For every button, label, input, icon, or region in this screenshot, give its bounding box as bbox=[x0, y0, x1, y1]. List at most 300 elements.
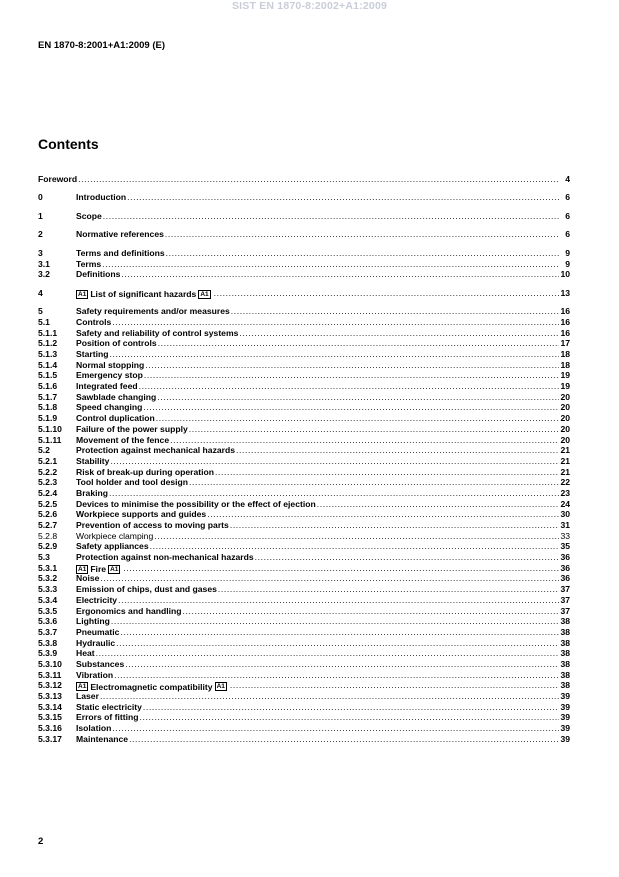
dot-leader bbox=[144, 370, 559, 381]
toc-entry-title bbox=[76, 595, 117, 606]
toc-entry-title bbox=[76, 520, 229, 531]
dot-leader bbox=[109, 349, 559, 360]
toc-entry-number: 5.2.4 bbox=[38, 487, 58, 498]
toc-entry-title-text: Substances bbox=[76, 658, 125, 669]
toc-entry-title-text: Heat bbox=[76, 648, 95, 659]
toc-entry-title bbox=[76, 259, 101, 270]
toc-entry[interactable] bbox=[38, 723, 570, 734]
toc-entry[interactable] bbox=[38, 229, 570, 240]
dot-leader bbox=[129, 734, 559, 745]
toc-entry-title-text: Workpiece clamping bbox=[76, 530, 154, 541]
toc-entry-title-text: Static electricity bbox=[76, 701, 142, 712]
toc-entry-page: 18 bbox=[560, 359, 570, 370]
dot-leader bbox=[100, 691, 559, 702]
toc-entry[interactable] bbox=[38, 648, 570, 659]
toc-entry-number: 5.2.1 bbox=[38, 455, 58, 466]
toc-entry[interactable] bbox=[38, 712, 570, 723]
toc-entry[interactable] bbox=[38, 627, 570, 638]
toc-entry-number: 5.3 bbox=[38, 552, 50, 563]
dot-leader bbox=[236, 445, 559, 456]
toc-entry-number: 2 bbox=[38, 229, 43, 240]
toc-entry-title-text: Normal stopping bbox=[76, 359, 145, 370]
toc-entry-page: 21 bbox=[560, 455, 570, 466]
toc-entry-title-text: List of significant hazards bbox=[90, 288, 197, 299]
dot-leader bbox=[140, 712, 559, 723]
toc-entry-title bbox=[76, 456, 109, 467]
toc-entry-number: 5.1.4 bbox=[38, 359, 58, 370]
dot-leader bbox=[143, 402, 559, 413]
dot-leader bbox=[118, 595, 559, 606]
toc-entry-number: 5.3.11 bbox=[38, 669, 62, 680]
toc-entry[interactable] bbox=[38, 259, 570, 270]
toc-entry-title bbox=[76, 349, 108, 360]
toc-entry-page: 24 bbox=[560, 498, 570, 509]
amendment-start-marker: A1 bbox=[78, 683, 87, 691]
toc-entry[interactable] bbox=[38, 370, 570, 381]
toc-entry-page: 39 bbox=[560, 723, 570, 734]
toc-entry-title bbox=[76, 638, 115, 649]
toc-entry-page: 9 bbox=[565, 247, 570, 258]
toc-entry-page: 39 bbox=[560, 712, 570, 723]
toc-entry[interactable] bbox=[38, 638, 570, 649]
dot-leader bbox=[215, 467, 559, 478]
toc-entry-number: 5.3.16 bbox=[38, 723, 62, 734]
toc-entry-number: 5.1 bbox=[38, 316, 50, 327]
dot-leader bbox=[166, 248, 559, 259]
page-title: Contents bbox=[38, 136, 99, 152]
toc-entry-title bbox=[76, 317, 111, 328]
toc-entry-title bbox=[76, 192, 126, 203]
toc-entry-title-text: Failure of the power supply bbox=[76, 423, 188, 434]
dot-leader bbox=[218, 584, 559, 595]
toc-entry-title-text: Terms and definitions bbox=[76, 247, 165, 258]
toc-entry-page: 39 bbox=[560, 733, 570, 744]
toc-entry-title-text: Safety and reliability of control systems bbox=[76, 327, 239, 338]
toc-entry-title-text: Workpiece supports and guides bbox=[76, 509, 207, 520]
toc-entry-title-text: Safety appliances bbox=[76, 541, 149, 552]
toc-entry-title bbox=[76, 477, 188, 488]
toc-entry[interactable] bbox=[38, 552, 570, 563]
toc-entry-title bbox=[76, 584, 217, 595]
toc-entry-title-text: Braking bbox=[76, 487, 108, 498]
toc-entry-number: 5.3.14 bbox=[38, 701, 62, 712]
toc-entry-title bbox=[76, 328, 238, 339]
toc-entry-number: 5.3.3 bbox=[38, 584, 58, 595]
toc-entry[interactable] bbox=[38, 477, 570, 488]
toc-entry-page: 23 bbox=[560, 487, 570, 498]
toc-entry-title-text: Sawblade changing bbox=[76, 391, 157, 402]
toc-entry[interactable] bbox=[38, 616, 570, 627]
toc-entry-title bbox=[76, 381, 138, 392]
toc-entry-title bbox=[76, 616, 110, 627]
toc-entry-title-text: Devices to minimise the possibility or the effect of ejection bbox=[76, 498, 316, 509]
toc-entry[interactable] bbox=[38, 606, 570, 617]
toc-entry-title bbox=[76, 734, 128, 745]
toc-entry-page: 16 bbox=[560, 306, 570, 317]
toc-entry-page: 30 bbox=[560, 509, 570, 520]
toc-entry-page: 37 bbox=[560, 584, 570, 595]
toc-entry-title bbox=[76, 648, 95, 659]
toc-entry-page: 4 bbox=[565, 174, 570, 184]
toc-entry-page: 10 bbox=[560, 269, 570, 280]
toc-entry-page: 37 bbox=[560, 605, 570, 616]
toc-entry-title bbox=[76, 488, 108, 499]
dot-leader bbox=[123, 563, 559, 574]
toc-entry-title-text: Integrated feed bbox=[76, 381, 138, 392]
toc-entry-number: 5.3.15 bbox=[38, 712, 62, 723]
toc-entry-number: 0 bbox=[38, 192, 43, 203]
toc-entry[interactable] bbox=[38, 211, 570, 222]
dot-leader bbox=[189, 424, 559, 435]
toc-entry-title-text: Starting bbox=[76, 349, 109, 360]
dot-leader bbox=[231, 306, 559, 317]
toc-entry[interactable] bbox=[38, 413, 570, 424]
toc-entry[interactable] bbox=[38, 659, 570, 670]
toc-entry-title bbox=[76, 509, 206, 520]
amendment-start-marker: A1 bbox=[78, 565, 87, 573]
toc-entry-title bbox=[76, 269, 120, 280]
dot-leader bbox=[103, 211, 559, 222]
toc-entry-title-text: Ergonomics and handling bbox=[76, 605, 182, 616]
toc-entry-number: 5.1.11 bbox=[38, 434, 62, 445]
toc-entry-title-text: Maintenance bbox=[76, 733, 129, 744]
dot-leader bbox=[96, 648, 559, 659]
toc-entry[interactable] bbox=[38, 392, 570, 403]
toc-entry-title-text: Protection against mechanical hazards bbox=[76, 445, 236, 456]
toc-entry-page: 9 bbox=[565, 258, 570, 269]
toc-entry[interactable] bbox=[38, 288, 570, 299]
toc-entry-number: 5.2 bbox=[38, 445, 50, 456]
dot-leader bbox=[170, 435, 559, 446]
toc-entry[interactable] bbox=[38, 456, 570, 467]
toc-entry-title bbox=[76, 531, 153, 542]
toc-entry-title bbox=[76, 338, 157, 349]
dot-leader bbox=[157, 392, 559, 403]
toc-entry-page: 6 bbox=[565, 229, 570, 240]
toc-entry-page: 18 bbox=[560, 349, 570, 360]
toc-entry-number: 5.2.7 bbox=[38, 520, 58, 531]
toc-entry-page: 38 bbox=[560, 648, 570, 659]
toc-entry-page: 22 bbox=[560, 477, 570, 488]
dot-leader bbox=[165, 229, 559, 240]
toc-entry-page: 19 bbox=[560, 370, 570, 381]
dot-leader bbox=[214, 288, 559, 299]
toc-entry[interactable] bbox=[38, 445, 570, 456]
toc-entry-title bbox=[76, 392, 156, 403]
dot-leader bbox=[112, 317, 559, 328]
toc-entry-number: 5.3.6 bbox=[38, 616, 58, 627]
toc-entry-title bbox=[76, 467, 214, 478]
amendment-end-marker: A1 bbox=[200, 290, 209, 298]
dot-leader bbox=[145, 360, 559, 371]
toc-entry-title bbox=[76, 552, 254, 563]
toc-entry-title bbox=[76, 402, 142, 413]
toc-entry-number: 5.3.1 bbox=[38, 562, 58, 573]
toc-entry-title-text: Noise bbox=[76, 573, 100, 584]
toc-entry[interactable] bbox=[38, 248, 570, 259]
toc-entry-number: 4 bbox=[38, 287, 43, 298]
toc-entry-title-text: Tool holder and tool design bbox=[76, 477, 189, 488]
toc-entry-title-text: Controls bbox=[76, 316, 112, 327]
toc-entry[interactable] bbox=[38, 381, 570, 392]
toc-entry-title-text: Risk of break-up during operation bbox=[76, 466, 214, 477]
dot-leader bbox=[255, 552, 559, 563]
toc-entry-title bbox=[76, 627, 119, 638]
toc-entry-title-text: Speed changing bbox=[76, 402, 143, 413]
toc-entry-page: 20 bbox=[560, 402, 570, 413]
toc-entry-page: 36 bbox=[560, 552, 570, 563]
dot-leader bbox=[78, 174, 559, 185]
dot-leader bbox=[102, 259, 559, 270]
toc-entry[interactable] bbox=[38, 306, 570, 317]
toc-entry-title-text: Errors of fitting bbox=[76, 712, 139, 723]
dot-leader bbox=[116, 638, 559, 649]
toc-entry-number: 5.1.2 bbox=[38, 338, 58, 349]
toc-entry-title bbox=[76, 413, 155, 424]
toc-entry[interactable] bbox=[38, 509, 570, 520]
toc-entry-page: 38 bbox=[560, 680, 570, 691]
toc-entry-title bbox=[76, 360, 144, 371]
toc-entry-page: 39 bbox=[560, 701, 570, 712]
dot-leader bbox=[109, 488, 559, 499]
toc-entry[interactable] bbox=[38, 702, 570, 713]
toc-entry-title bbox=[76, 435, 169, 446]
toc-entry-title-text: Electricity bbox=[76, 594, 118, 605]
toc-entry-title-text: Position of controls bbox=[76, 338, 157, 349]
table-of-contents bbox=[38, 174, 570, 744]
toc-entry-number: 1 bbox=[38, 210, 43, 221]
toc-entry-title-text: Laser bbox=[76, 691, 99, 702]
toc-entry-number: 5.2.6 bbox=[38, 509, 58, 520]
toc-entry[interactable] bbox=[38, 670, 570, 681]
toc-entry-title bbox=[76, 606, 182, 617]
toc-entry-title-text: Electromagnetic compatibility bbox=[90, 681, 213, 692]
toc-entry-number: 5.1.3 bbox=[38, 349, 58, 360]
dot-leader bbox=[239, 328, 559, 339]
page-number: 2 bbox=[38, 836, 44, 847]
toc-entry-page: 38 bbox=[560, 658, 570, 669]
toc-entry-title-text: Hydraulic bbox=[76, 637, 116, 648]
toc-entry-number: 3 bbox=[38, 247, 43, 258]
toc-entry-title-text: Terms bbox=[76, 258, 102, 269]
toc-entry-number: 5.3.8 bbox=[38, 637, 58, 648]
toc-entry-title-text: Protection against non-mechanical hazards bbox=[76, 552, 254, 563]
toc-entry-number: 5.3.9 bbox=[38, 648, 58, 659]
toc-entry-page: 20 bbox=[560, 423, 570, 434]
dot-leader bbox=[183, 606, 559, 617]
toc-entry-number: 5.1.1 bbox=[38, 327, 58, 338]
toc-entry-number: 5.1.5 bbox=[38, 370, 58, 381]
dot-leader bbox=[112, 723, 559, 734]
toc-entry-page: 21 bbox=[560, 445, 570, 456]
toc-entry-page: 38 bbox=[560, 616, 570, 627]
toc-entry-title-text: Fire bbox=[90, 563, 107, 574]
toc-entry[interactable] bbox=[38, 691, 570, 702]
toc-entry[interactable] bbox=[38, 338, 570, 349]
toc-entry-page: 36 bbox=[560, 562, 570, 573]
toc-entry[interactable] bbox=[38, 435, 570, 446]
toc-entry-title bbox=[76, 424, 188, 435]
toc-entry-title bbox=[76, 541, 149, 552]
toc-entry-number: 5.3.12 bbox=[38, 680, 62, 691]
toc-entry-number: 5.3.13 bbox=[38, 691, 62, 702]
toc-entry[interactable] bbox=[38, 424, 570, 435]
toc-entry-title-text: Lighting bbox=[76, 616, 110, 627]
toc-entry-title: Foreword bbox=[38, 174, 78, 184]
amendment-end-marker: A1 bbox=[110, 565, 119, 573]
toc-entry[interactable] bbox=[38, 192, 570, 203]
toc-entry-page: 17 bbox=[560, 338, 570, 349]
toc-entry-number: 5.1.6 bbox=[38, 381, 58, 392]
toc-entry-title bbox=[76, 723, 111, 734]
toc-entry[interactable] bbox=[38, 531, 570, 542]
toc-entry-page: 33 bbox=[560, 530, 570, 541]
toc-entry-title-text: Isolation bbox=[76, 723, 112, 734]
toc-entry-page: 19 bbox=[560, 381, 570, 392]
toc-entry[interactable] bbox=[38, 595, 570, 606]
dot-leader bbox=[158, 338, 559, 349]
toc-entry-title bbox=[76, 573, 99, 584]
toc-entry-page: 16 bbox=[560, 327, 570, 338]
toc-entry-title-text: Vibration bbox=[76, 669, 114, 680]
toc-entry[interactable] bbox=[38, 734, 570, 745]
dot-leader bbox=[156, 413, 559, 424]
toc-entry-number: 5.2.5 bbox=[38, 498, 58, 509]
dot-leader bbox=[120, 627, 559, 638]
toc-entry-page: 36 bbox=[560, 573, 570, 584]
toc-entry-title bbox=[76, 659, 124, 670]
dot-leader bbox=[114, 670, 559, 681]
dot-leader bbox=[100, 573, 559, 584]
toc-entry[interactable] bbox=[38, 328, 570, 339]
toc-entry-page: 20 bbox=[560, 391, 570, 402]
toc-entry-title bbox=[76, 670, 113, 681]
toc-entry[interactable] bbox=[38, 488, 570, 499]
dot-leader bbox=[189, 477, 559, 488]
dot-leader bbox=[154, 531, 559, 542]
toc-entry-title-text: Emergency stop bbox=[76, 370, 143, 381]
toc-entry-number: 5.2.8 bbox=[38, 530, 58, 541]
toc-entry[interactable] bbox=[38, 467, 570, 478]
amendment-start-marker: A1 bbox=[78, 290, 87, 298]
toc-entry-title bbox=[76, 370, 143, 381]
toc-entry-page: 13 bbox=[560, 287, 570, 298]
toc-entry-title bbox=[76, 702, 142, 713]
toc-entry-title bbox=[76, 248, 165, 259]
dot-leader bbox=[111, 616, 559, 627]
toc-entry-number: 5.1.9 bbox=[38, 413, 58, 424]
toc-entry-title-text: Definitions bbox=[76, 269, 121, 280]
toc-entry-page: 16 bbox=[560, 316, 570, 327]
dot-leader bbox=[125, 659, 559, 670]
toc-entry-number: 5.1.7 bbox=[38, 391, 58, 402]
toc-entry-title bbox=[76, 712, 139, 723]
toc-entry[interactable] bbox=[38, 360, 570, 371]
toc-entry-title-text: Movement of the fence bbox=[76, 434, 170, 445]
toc-entry-number: 5.3.17 bbox=[38, 733, 62, 744]
toc-entry-title-text: Stability bbox=[76, 455, 110, 466]
toc-entry-title bbox=[76, 289, 213, 300]
toc-entry-title-text: Control duplication bbox=[76, 413, 155, 424]
dot-leader bbox=[110, 456, 559, 467]
toc-entry-page: 38 bbox=[560, 669, 570, 680]
toc-entry[interactable] bbox=[38, 349, 570, 360]
toc-entry-title-text: Introduction bbox=[76, 192, 127, 203]
amendment-end-marker: A1 bbox=[216, 683, 225, 691]
toc-entry-number: 5.3.2 bbox=[38, 573, 58, 584]
toc-entry-number: 3.2 bbox=[38, 269, 50, 280]
toc-entry-number: 5.1.8 bbox=[38, 402, 58, 413]
toc-entry-page: 31 bbox=[560, 520, 570, 531]
standard-header: EN 1870-8:2001+A1:2009 (E) bbox=[38, 40, 166, 51]
dot-leader bbox=[127, 192, 559, 203]
toc-entry-title-text: Pneumatic bbox=[76, 626, 120, 637]
watermark: SIST EN 1870-8:2002+A1:2009 bbox=[231, 0, 388, 12]
toc-entry-number: 5.2.9 bbox=[38, 541, 58, 552]
toc-entry-page: 35 bbox=[560, 541, 570, 552]
toc-entry-page: 6 bbox=[565, 192, 570, 203]
toc-entry-page: 38 bbox=[560, 637, 570, 648]
toc-entry-title-text: Emission of chips, dust and gases bbox=[76, 584, 217, 595]
toc-entry-number: 3.1 bbox=[38, 258, 50, 269]
toc-entry[interactable] bbox=[38, 317, 570, 328]
toc-entry[interactable] bbox=[38, 563, 570, 574]
toc-entry[interactable] bbox=[38, 174, 570, 185]
toc-entry-page: 20 bbox=[560, 434, 570, 445]
dot-leader bbox=[317, 499, 559, 510]
toc-entry-title bbox=[76, 229, 164, 240]
toc-entry-number: 5.2.3 bbox=[38, 477, 58, 488]
toc-entry-number: 5.2.2 bbox=[38, 466, 58, 477]
toc-entry-number: 5.3.4 bbox=[38, 594, 58, 605]
toc-entry[interactable] bbox=[38, 680, 570, 691]
toc-entry-page: 20 bbox=[560, 413, 570, 424]
toc-entry-title bbox=[76, 691, 99, 702]
toc-entry-number: 5.3.7 bbox=[38, 626, 58, 637]
dot-leader bbox=[230, 520, 559, 531]
toc-entry-number: 5 bbox=[38, 306, 43, 317]
toc-entry-page: 38 bbox=[560, 626, 570, 637]
toc-entry[interactable] bbox=[38, 499, 570, 510]
toc-entry[interactable] bbox=[38, 402, 570, 413]
toc-entry-page: 39 bbox=[560, 691, 570, 702]
toc-entry-title bbox=[76, 211, 102, 222]
dot-leader bbox=[150, 541, 559, 552]
toc-entry[interactable] bbox=[38, 584, 570, 595]
dot-leader bbox=[207, 509, 559, 520]
toc-entry[interactable] bbox=[38, 541, 570, 552]
toc-entry-page: 6 bbox=[565, 210, 570, 221]
toc-entry-number: 5.1.10 bbox=[38, 423, 62, 434]
toc-entry-page: 21 bbox=[560, 466, 570, 477]
toc-entry-page: 37 bbox=[560, 594, 570, 605]
dot-leader bbox=[143, 702, 559, 713]
toc-entry[interactable] bbox=[38, 269, 570, 280]
toc-entry-title-text: Safety requirements and/or measures bbox=[76, 306, 230, 317]
toc-entry-number: 5.3.10 bbox=[38, 658, 62, 669]
toc-entry-title bbox=[76, 445, 235, 456]
toc-entry-title bbox=[76, 306, 230, 317]
toc-entry-title-text: Normative references bbox=[76, 229, 164, 240]
toc-entry-number: 5.3.5 bbox=[38, 605, 58, 616]
toc-entry[interactable] bbox=[38, 520, 570, 531]
dot-leader bbox=[230, 680, 559, 691]
toc-entry-title bbox=[76, 499, 316, 510]
toc-entry[interactable] bbox=[38, 573, 570, 584]
toc-entry-title-text: Prevention of access to moving parts bbox=[76, 520, 229, 531]
dot-leader bbox=[139, 381, 559, 392]
dot-leader bbox=[121, 269, 559, 280]
